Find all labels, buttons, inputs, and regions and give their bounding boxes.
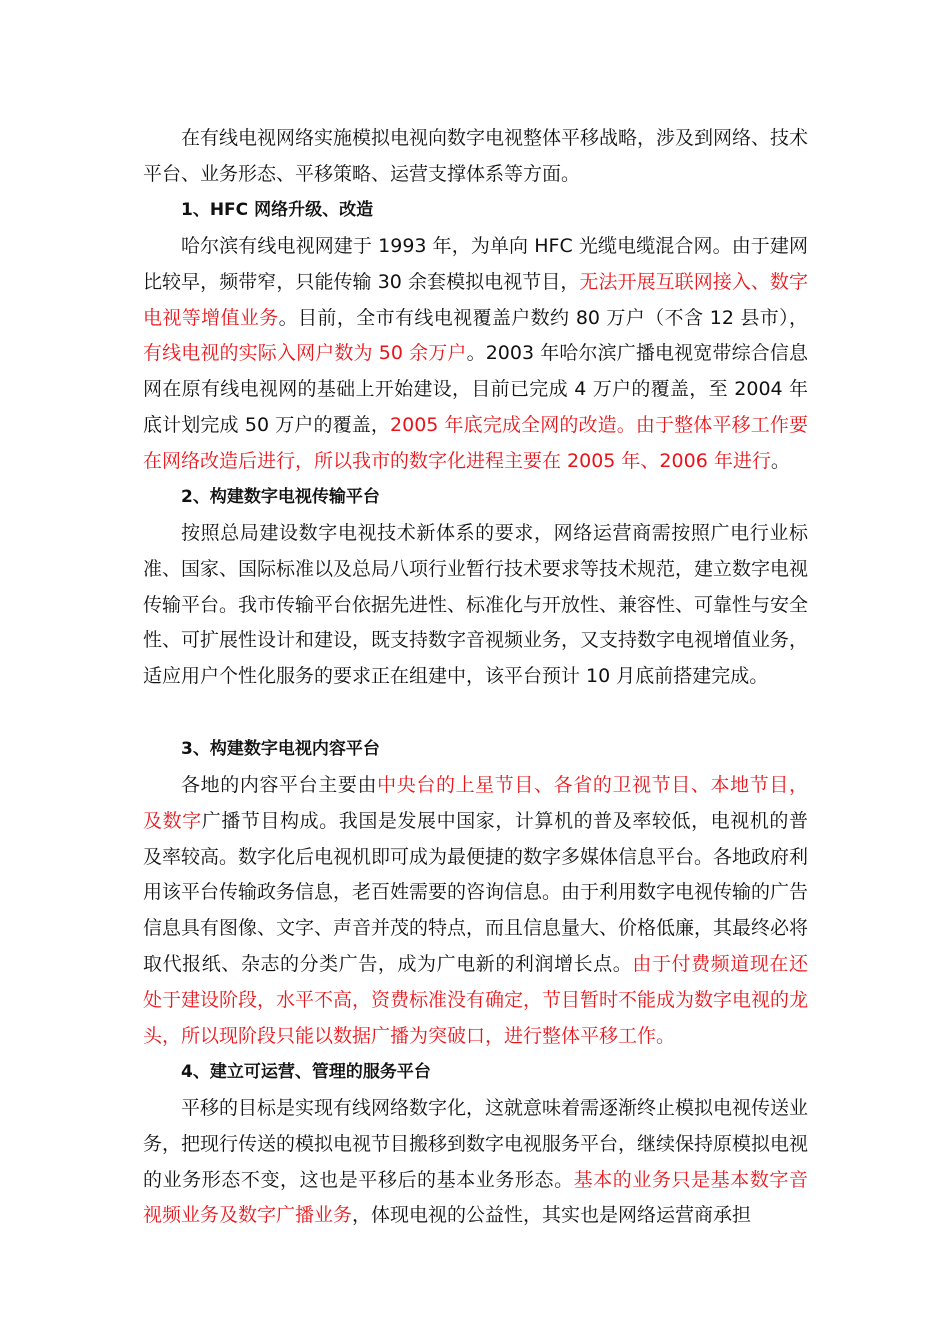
section-4-text: 平移的目标是实现有线网络数字化，这就意味着需逐渐终止模拟电视传送业务，把现行传送的模拟电视节目搬移到数字电视服务平台，继续保持原模拟电视的业务形态不变，这也是平移后的基本业务形态。 bbox=[143, 1097, 809, 1191]
section-1-text: 。2003 年哈尔滨广播电视宽带综合信息网在原有线电视网的基础上开始建设，目前已完成 4 万户的覆盖，至 2004 年底计划完成 50 万户的覆盖， bbox=[143, 342, 808, 436]
section-2-text: 按照总局建设数字电视技术新体系的要求，网络运营商需按照广电行业标准、国家、国际标准以及总局八项行业暂行技术要求等技术规范，建立数字电视传输平台。我市传输平台依据先进性、标准化与开放性、兼容性、可靠性与安全性、可扩展性设计和建设，既支持数字音视频业务，又支持数字电视增值业务，适应用户个性化服务的要求正在组建中，该平台预计 10 月底前搭建完成。 bbox=[143, 522, 809, 688]
section-1-highlight: 无法开展互联网接入、数字电视等增值业务 bbox=[143, 270, 808, 329]
intro-text: 在有线电视网络实施模拟电视向数字电视整体平移战略，涉及到网络、技术平台、业务形态、平移策略、运营支撑体系等方面。 bbox=[143, 127, 809, 185]
section-3-highlight: 中央台的上星节目、各省的卫视节目、本地节目，及数字 bbox=[143, 774, 808, 832]
section-4-text: ，体现电视的公益性，其实也是网络运营商承担 bbox=[352, 1204, 752, 1227]
section-1-text: 。目前，全市有线电视覆盖户数约 80 万户（不含 12 县市）， bbox=[278, 306, 808, 329]
section-4-heading: 4、建立可运营、管理的服务平台 bbox=[181, 1062, 431, 1082]
section-4-paragraph bbox=[143, 1091, 808, 1234]
section-1-paragraph bbox=[143, 229, 808, 480]
section-1-highlight: 2005 年底完成全网的改造。由于整体平移工作要在网络改造后进行，所以我市的数字化进程主要在 2005 年、2006 年进行 bbox=[143, 413, 808, 472]
section-4-highlight: 基本的业务只是基本数字音视频业务及数字广播业务 bbox=[143, 1168, 808, 1227]
section-1-heading: 1、HFC 网络升级、改造 bbox=[181, 200, 374, 220]
section-1-highlight: 有线电视的实际入网户数为 50 余万户 bbox=[143, 342, 467, 365]
section-3-heading: 3、构建数字电视内容平台 bbox=[181, 739, 380, 759]
section-1-text: 。 bbox=[770, 449, 790, 472]
section-3-text: 各地的内容平台主要由 bbox=[181, 774, 378, 796]
section-2-paragraph bbox=[143, 516, 808, 695]
section-2-heading: 2、构建数字电视传输平台 bbox=[181, 487, 380, 507]
intro-paragraph bbox=[143, 121, 808, 193]
section-3-highlight: 由于付费频道现在还处于建设阶段，水平不高，资费标准没有确定，节目暂时不能成为数字电视的龙头，所以现阶段只能以数据广播为突破口，进行整体平移工作。 bbox=[143, 952, 809, 1047]
section-3-text: 广播节目构成。我国是发展中国家，计算机的普及率较低，电视机的普及率较高。数字化后电视机即可成为最便捷的数字多媒体信息平台。各地政府利用该平台传输政务信息，老百姓需要的咨询信息。由于利用数字电视传输的广告信息具有图像、文字、声音并茂的特点，而且信息量大、价格低廉，其最终必将取代报纸、杂志的分类广告，成为广电新的利润增长点。 bbox=[143, 809, 809, 975]
section-1-text: 哈尔滨有线电视网建于 1993 年，为单向 HFC 光缆电缆混合网。由于建网比较早，频带窄，只能传输 30 余套模拟电视节目， bbox=[143, 235, 808, 293]
section-3-paragraph bbox=[143, 768, 808, 1054]
